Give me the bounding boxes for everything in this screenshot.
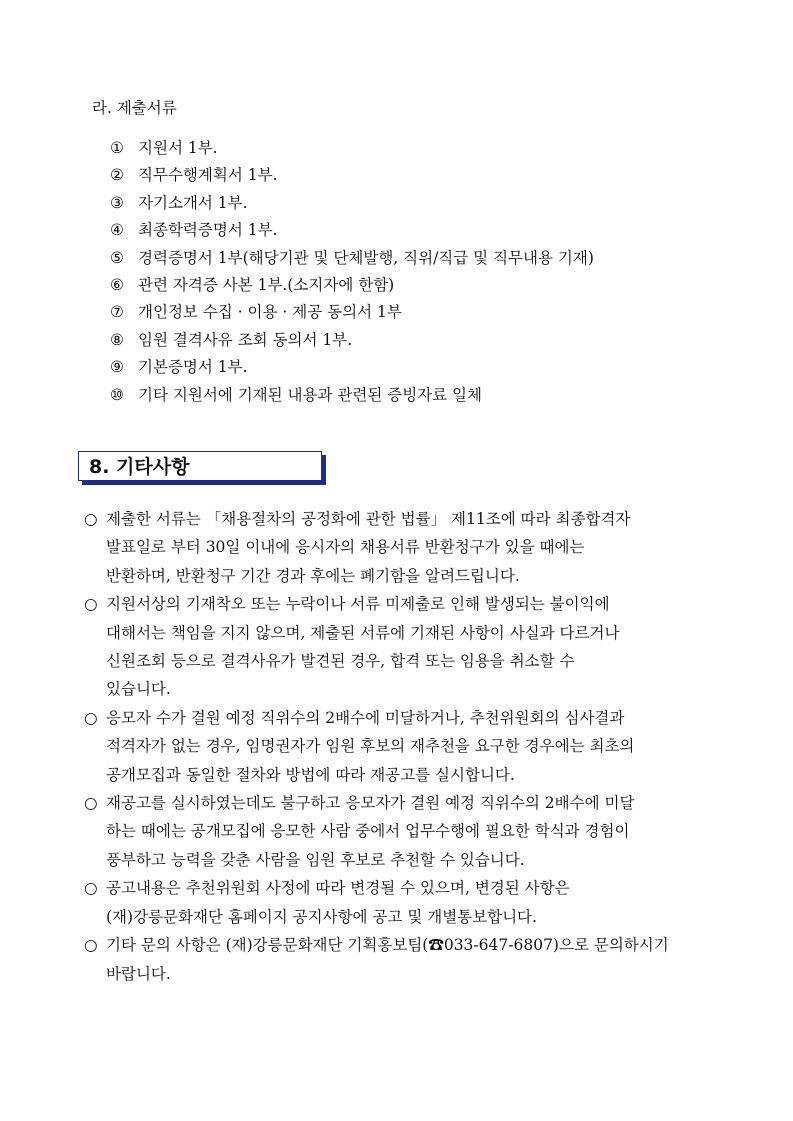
note-line: 풍부하고 능력을 갖춘 사람을 임원 후보로 추천할 수 있습니다. <box>106 850 525 869</box>
note-item <box>84 874 734 931</box>
circle-bullet-icon: ○ <box>84 794 98 813</box>
note-line: 신원조회 등으로 결격사유가 발견된 경우, 합격 또는 임용을 취소할 수 <box>106 652 575 671</box>
list-item <box>110 382 594 409</box>
item-text: 경력증명서 1부(해당기관 및 단체발행, 직위/직급 및 직무내용 기재) <box>138 248 594 267</box>
circle-bullet-icon: ○ <box>84 936 98 955</box>
note-line: 재공고를 실시하였는데도 불구하고 응모자가 결원 예정 직위수의 2배수에 미달 <box>106 794 635 813</box>
circle-bullet-icon: ○ <box>84 879 98 898</box>
section-heading: 8. 기타사항 <box>78 451 322 481</box>
item-text: 지원서 1부. <box>138 139 218 157</box>
note-line: 공고내용은 추천위원회 사정에 따라 변경될 수 있으며, 변경된 사항은 <box>106 879 570 898</box>
item-text: 최종학력증명서 1부. <box>138 221 278 240</box>
list-item <box>110 272 594 299</box>
note-line: 지원서상의 기재착오 또는 누락이나 서류 미제출로 인해 발생되는 불이익에 <box>106 595 610 614</box>
list-item <box>110 245 594 272</box>
note-line: 응모자 수가 결원 예정 직위수의 2배수에 미달하거나, 추천위원회의 심사결과 <box>106 708 625 727</box>
item-number: ⑦ <box>110 303 124 322</box>
circle-bullet-icon: ○ <box>84 510 98 528</box>
note-line: 대해서는 책임을 지지 않으며, 제출된 서류에 기재된 사항이 사실과 다르거나 <box>106 623 620 642</box>
item-text: 기본증명서 1부. <box>138 358 248 377</box>
list-item <box>110 299 594 326</box>
note-item <box>84 789 734 874</box>
note-line: 공개모집과 동일한 절차와 방법에 따라 재공고를 실시합니다. <box>106 765 515 784</box>
list-item <box>110 217 594 244</box>
item-number: ③ <box>110 193 124 212</box>
list-item <box>110 354 594 381</box>
item-number: ⑧ <box>110 330 124 349</box>
note-line: 적격자가 없는 경우, 임명권자가 임원 후보의 재추천을 요구한 경우에는 최초의 <box>106 737 635 756</box>
item-number: ② <box>110 166 124 185</box>
item-number: ⑥ <box>110 275 124 294</box>
list-item <box>110 162 594 189</box>
item-text: 임원 결격사유 조회 동의서 1부. <box>138 330 353 349</box>
note-item <box>84 704 734 789</box>
note-line: 하는 때에는 공개모집에 응모한 사람 중에서 업무수행에 필요한 학식과 경험이 <box>106 822 630 841</box>
item-number: ⑤ <box>110 248 124 267</box>
note-line: 제출한 서류는 「채용절차의 공정화에 관한 법률」 제11조에 따라 최종합격자 <box>106 510 631 528</box>
item-text: 개인정보 수집 · 이용 · 제공 동의서 1부 <box>138 303 402 322</box>
note-line: 바랍니다. <box>106 964 171 983</box>
item-number: ④ <box>110 221 124 240</box>
list-item <box>110 327 594 354</box>
note-item <box>84 931 734 988</box>
required-documents-list <box>110 135 594 409</box>
item-number: ⑨ <box>110 358 124 377</box>
note-item <box>84 590 734 704</box>
item-text: 직무수행계획서 1부. <box>138 166 278 185</box>
item-text: 관련 자격증 사본 1부.(소지자에 한함) <box>138 275 395 294</box>
note-line: 있습니다. <box>106 680 171 699</box>
note-line: 발표일로 부터 30일 이내에 응시자의 채용서류 반환청구가 있을 때에는 <box>106 538 585 557</box>
note-line: 반환하며, 반환청구 기간 경과 후에는 폐기함을 알려드립니다. <box>106 566 520 585</box>
list-item <box>110 135 594 162</box>
item-number: ⑩ <box>110 385 124 404</box>
item-number: ① <box>110 139 124 157</box>
circle-bullet-icon: ○ <box>84 595 98 614</box>
note-item <box>84 505 734 590</box>
notes-list <box>84 505 734 988</box>
note-line: 기타 문의 사항은 (재)강릉문화재단 기획홍보팀(☎033-647-6807)으로 문의하시기 <box>106 936 669 955</box>
item-text: 기타 지원서에 기재된 내용과 관련된 증빙자료 일체 <box>138 385 482 404</box>
list-item <box>110 190 594 217</box>
note-line: (재)강릉문화재단 홈페이지 공지사항에 공고 및 개별통보합니다. <box>106 907 537 926</box>
item-text: 자기소개서 1부. <box>138 193 248 212</box>
subsection-title: 라. 제출서류 <box>92 99 177 117</box>
circle-bullet-icon: ○ <box>84 708 98 727</box>
